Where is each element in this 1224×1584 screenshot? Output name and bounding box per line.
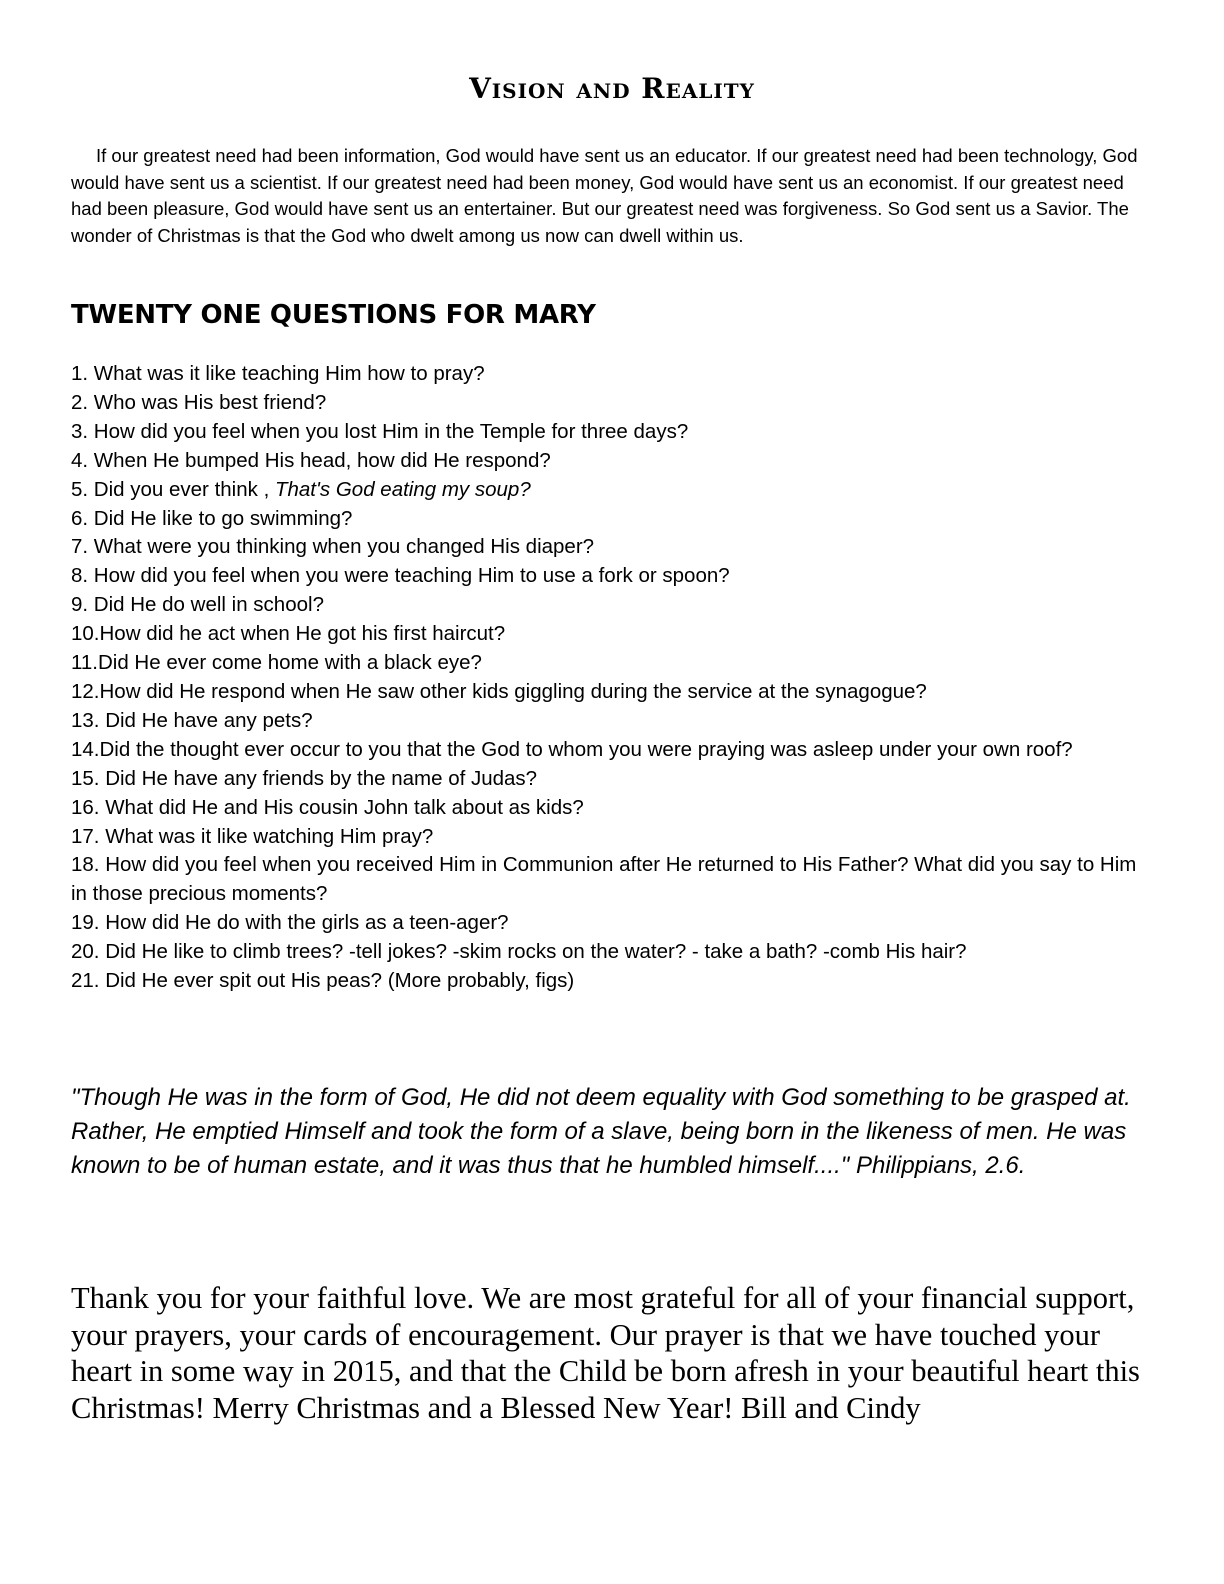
question-item	[71, 476, 1156, 505]
question-item: 1. What was it like teaching Him how to pray?	[71, 362, 485, 385]
question-item: 6. Did He like to go swimming?	[71, 506, 353, 530]
question-item: 11.Did He ever come home with a black eye?	[71, 651, 482, 675]
page-title: Vision and Reality	[469, 72, 755, 105]
question-item: 10.How did he act when He got his first haircut?	[71, 622, 506, 646]
thank-you-message: Thank you for your faithful love. We are most grateful for all of your financial support, your prayers, your cards of encouragement. Our prayer is that we have touched your heart in some way in 2015, and that the Child be born afresh in your beautiful heart this Christmas! Merry Christmas and a Blessed New Year! Bill and Cindy	[71, 1281, 1140, 1425]
intro-paragraph: If our greatest need had been information, God would have sent us an educator. If our greatest need had been technology, God would have sent us a scientist. If our greatest need had been money, God would have sent us an economist. If our greatest need had been pleasure, God would have sent us an entertainer. But our greatest need was forgiveness. So God sent us a Savior. The wonder of Christmas is that the God who dwelt among us now can dwell within us.	[71, 145, 1138, 246]
question-item: 15. Did He have any friends by the name of Judas?	[71, 766, 538, 790]
questions-heading: TWENTY ONE QUESTIONS FOR MARY	[71, 300, 596, 330]
question-item: 8. How did you feel when you were teaching Him to use a fork or spoon?	[71, 564, 730, 588]
question-text: 5. Did you ever think ,	[71, 477, 275, 501]
question-item: 7. What were you thinking when you changed His diaper?	[71, 535, 595, 559]
question-item: 13. Did He have any pets?	[71, 708, 313, 732]
question-item: 4. When He bumped His head, how did He respond?	[71, 448, 551, 472]
question-item: 9. Did He do well in school?	[71, 593, 324, 617]
question-item: 16. What did He and His cousin John talk about as kids?	[71, 795, 584, 819]
scripture-quote: "Though He was in the form of God, He did not deem equality with God something to be grasped at. Rather, He emptied Himself and took the form of a slave, being born in the likeness of men. He was known to be of human estate, and it was thus that he humbled himself...." Philippians, 2.6.	[71, 1084, 1131, 1179]
question-item: 20. Did He like to climb trees? -tell jokes? -skim rocks on the water? - take a bath? -comb His hair?	[71, 940, 967, 964]
question-item: 17. What was it like watching Him pray?	[71, 824, 434, 848]
question-item: 19. How did He do with the girls as a teen-ager?	[71, 911, 509, 935]
question-item: 21. Did He ever spit out His peas? (More probably, figs)	[71, 969, 575, 993]
question-item: 3. How did you feel when you lost Him in the Temple for three days?	[71, 419, 689, 443]
question-item: 2. Who was His best friend?	[71, 390, 327, 414]
question-item: 12.How did He respond when He saw other kids giggling during the service at the synagogue?	[71, 679, 927, 703]
question-item: 14.Did the thought ever occur to you that the God to whom you were praying was asleep under your own roof?	[71, 737, 1073, 761]
question-italic-text: That's God eating my soup?	[274, 477, 531, 501]
questions-list	[71, 360, 1156, 996]
question-item: 18. How did you feel when you received Him in Communion after He returned to His Father? What did you say to Him in those precious moments?	[71, 853, 1137, 906]
